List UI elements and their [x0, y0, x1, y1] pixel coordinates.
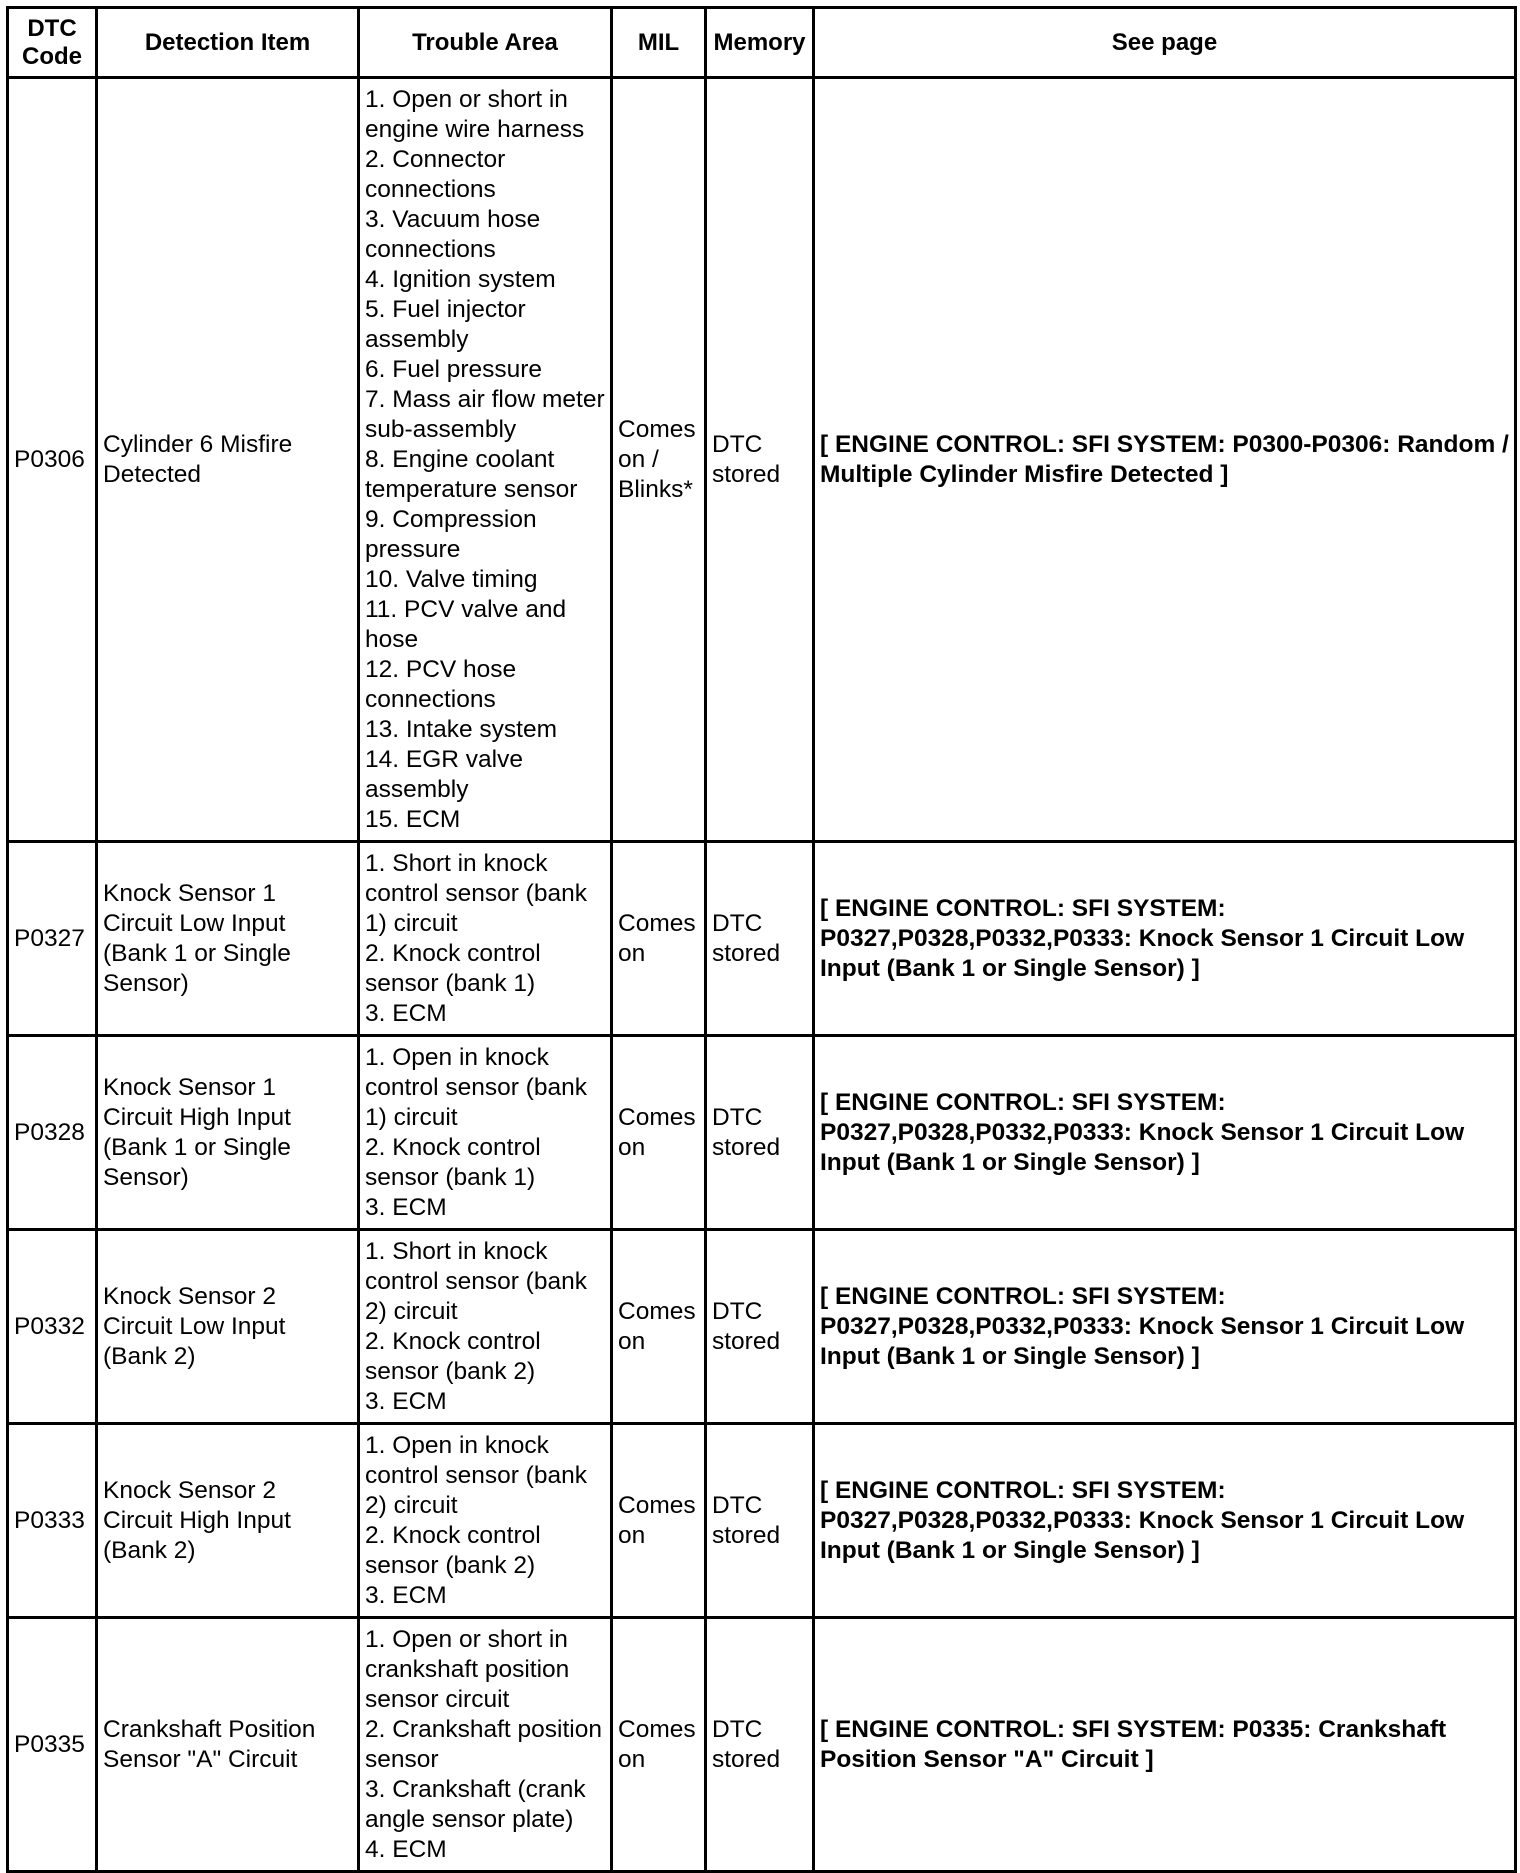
see-page-link[interactable]: [ ENGINE CONTROL: SFI SYSTEM: P0300-P0306: Random / Multiple Cylinder Misfire Detected ] — [814, 78, 1516, 842]
dtc-code: P0335 — [8, 1618, 97, 1872]
trouble-area: 1. Open or short in crankshaft position sensor circuit 2. Crankshaft position sensor 3. Crankshaft (crank angle sensor plate) 4. ECM — [359, 1618, 612, 1872]
memory-status: DTC stored — [706, 1424, 814, 1618]
table-row — [8, 1618, 1516, 1872]
detection-item: Cylinder 6 Misfire Detected — [97, 78, 359, 842]
dtc-code: P0328 — [8, 1036, 97, 1230]
detection-item: Knock Sensor 2 Circuit High Input (Bank 2) — [97, 1424, 359, 1618]
detection-item: Knock Sensor 2 Circuit Low Input (Bank 2) — [97, 1230, 359, 1424]
header-trouble-area: Trouble Area — [359, 8, 612, 78]
mil-status: Comes on / Blinks* — [612, 78, 706, 842]
header-row — [8, 8, 1516, 78]
header-see-page: See page — [814, 8, 1516, 78]
dtc-code: P0332 — [8, 1230, 97, 1424]
header-dtc-code: DTC Code — [8, 8, 97, 78]
trouble-area: 1. Open or short in engine wire harness 2. Connector connections 3. Vacuum hose connections 4. Ignition system 5. Fuel injector assembly 6. Fuel pressure 7. Mass air flow meter sub-assembly 8. Engine coolant temperature sensor 9. Compression pressure 10. Valve timing 11. PCV valve and hose 12. PCV hose connections 13. Intake system 14. EGR valve assembly 15. ECM — [359, 78, 612, 842]
mil-status: Comes on — [612, 1618, 706, 1872]
trouble-area: 1. Short in knock control sensor (bank 2) circuit 2. Knock control sensor (bank 2) 3. ECM — [359, 1230, 612, 1424]
memory-status: DTC stored — [706, 1230, 814, 1424]
mil-status: Comes on — [612, 1230, 706, 1424]
mil-status: Comes on — [612, 1036, 706, 1230]
table-row — [8, 842, 1516, 1036]
see-page-link[interactable]: [ ENGINE CONTROL: SFI SYSTEM: P0327,P0328,P0332,P0333: Knock Sensor 1 Circuit Low Input (Bank 1 or Single Sensor) ] — [814, 1230, 1516, 1424]
see-page-link[interactable]: [ ENGINE CONTROL: SFI SYSTEM: P0335: Crankshaft Position Sensor "A" Circuit ] — [814, 1618, 1516, 1872]
memory-status: DTC stored — [706, 1618, 814, 1872]
dtc-table — [6, 6, 1517, 1873]
table-row — [8, 1036, 1516, 1230]
detection-item: Knock Sensor 1 Circuit Low Input (Bank 1 or Single Sensor) — [97, 842, 359, 1036]
header-mil: MIL — [612, 8, 706, 78]
header-memory: Memory — [706, 8, 814, 78]
dtc-code: P0333 — [8, 1424, 97, 1618]
detection-item: Knock Sensor 1 Circuit High Input (Bank 1 or Single Sensor) — [97, 1036, 359, 1230]
trouble-area: 1. Short in knock control sensor (bank 1) circuit 2. Knock control sensor (bank 1) 3. ECM — [359, 842, 612, 1036]
trouble-area: 1. Open in knock control sensor (bank 1) circuit 2. Knock control sensor (bank 1) 3. ECM — [359, 1036, 612, 1230]
see-page-link[interactable]: [ ENGINE CONTROL: SFI SYSTEM: P0327,P0328,P0332,P0333: Knock Sensor 1 Circuit Low Input (Bank 1 or Single Sensor) ] — [814, 1036, 1516, 1230]
mil-status: Comes on — [612, 842, 706, 1036]
memory-status: DTC stored — [706, 1036, 814, 1230]
see-page-link[interactable]: [ ENGINE CONTROL: SFI SYSTEM: P0327,P0328,P0332,P0333: Knock Sensor 1 Circuit Low Input (Bank 1 or Single Sensor) ] — [814, 842, 1516, 1036]
table-row — [8, 1230, 1516, 1424]
table-row — [8, 1424, 1516, 1618]
dtc-code: P0306 — [8, 78, 97, 842]
memory-status: DTC stored — [706, 842, 814, 1036]
see-page-link[interactable]: [ ENGINE CONTROL: SFI SYSTEM: P0327,P0328,P0332,P0333: Knock Sensor 1 Circuit Low Input (Bank 1 or Single Sensor) ] — [814, 1424, 1516, 1618]
detection-item: Crankshaft Position Sensor "A" Circuit — [97, 1618, 359, 1872]
trouble-area: 1. Open in knock control sensor (bank 2) circuit 2. Knock control sensor (bank 2) 3. ECM — [359, 1424, 612, 1618]
mil-status: Comes on — [612, 1424, 706, 1618]
header-detection-item: Detection Item — [97, 8, 359, 78]
table-row — [8, 78, 1516, 842]
memory-status: DTC stored — [706, 78, 814, 842]
dtc-code: P0327 — [8, 842, 97, 1036]
